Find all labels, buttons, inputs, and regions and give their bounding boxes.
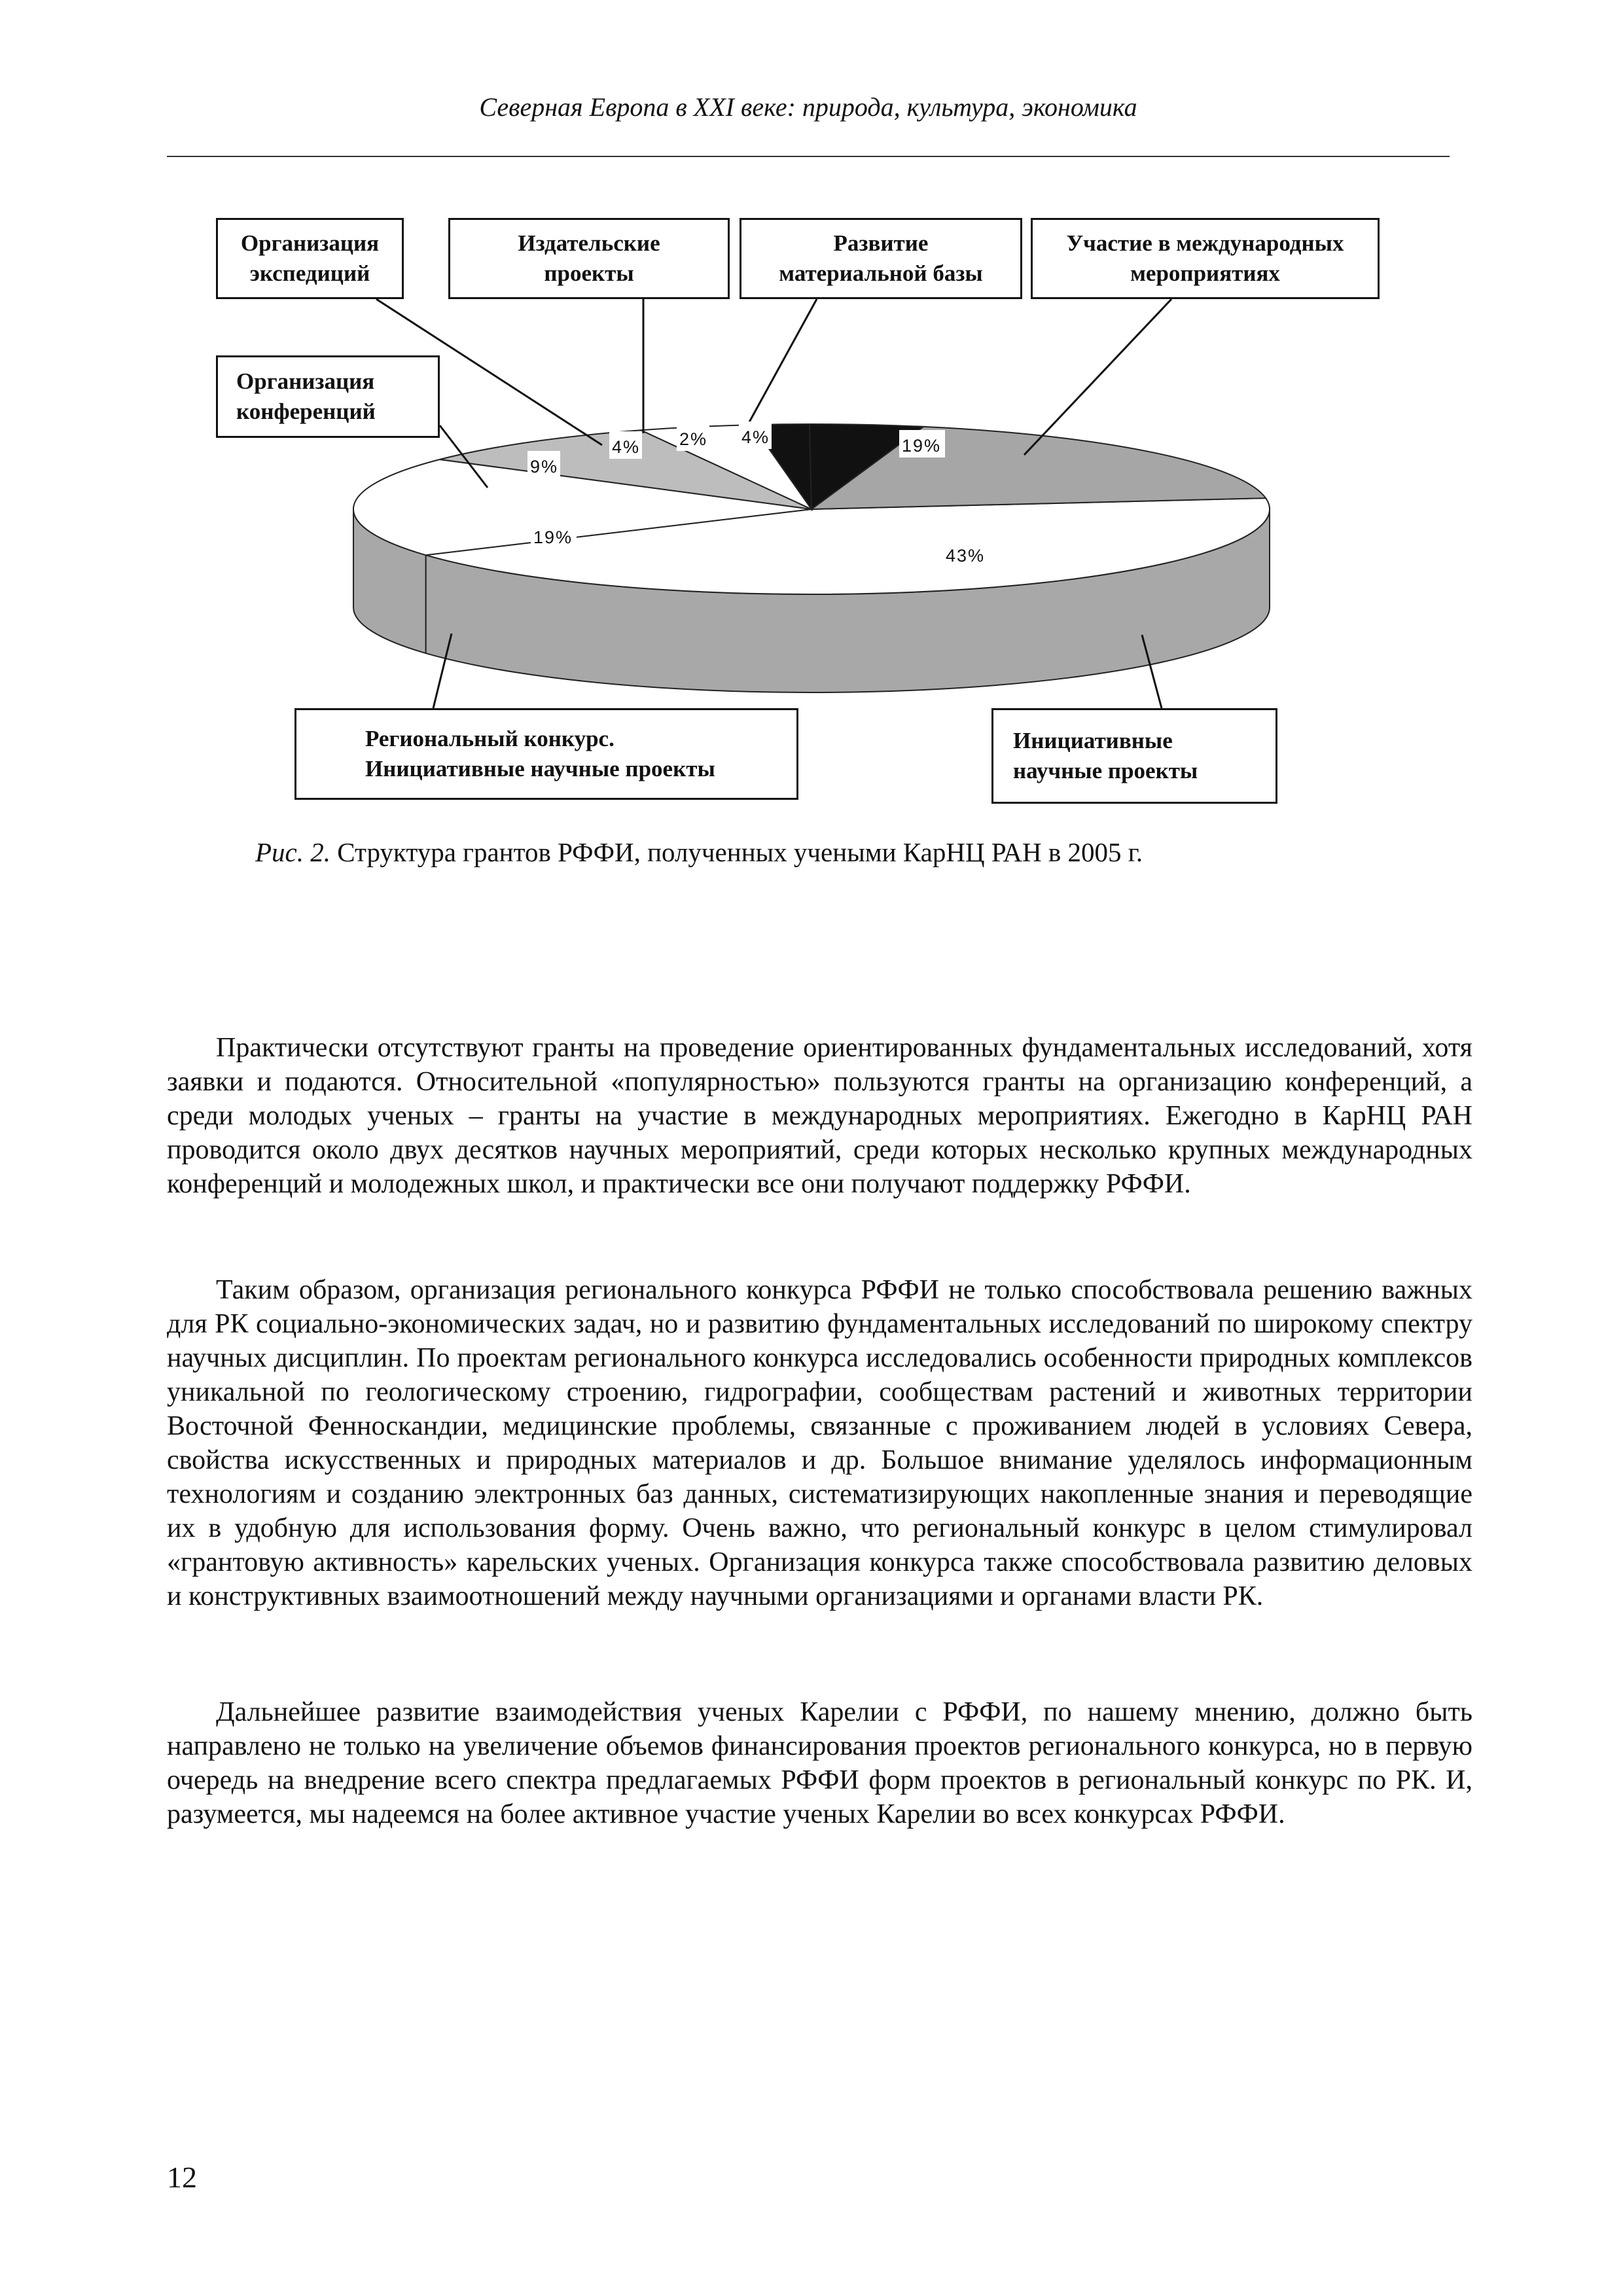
label-line: Региональный конкурс.	[365, 726, 615, 751]
label-line: Издательские	[518, 230, 660, 256]
percent-label: 9%	[530, 457, 559, 476]
label-line: Инициативные	[1013, 728, 1173, 753]
running-head: Северная Европа в XXI веке: природа, культура, экономика	[479, 92, 1137, 122]
percent-label: 43%	[946, 546, 986, 565]
label-box-initiative	[991, 708, 1277, 804]
page-number: 12	[167, 2161, 197, 2194]
label-box-regional	[294, 708, 798, 800]
caption-prefix: Рис. 2.	[255, 837, 330, 867]
paragraph-text: Таким образом, организация регионального конкурса РФФИ не только способствовала решению важных для РК социально-экономических задач, но и развитию фундаментальных исследований по широкому спектру научных дисциплин. По проектам регионального конкурса исследовались особенности природных комплексов уникальной по геологическому строению, гидрографии, сообществам растений и животных территории Восточной Фенноскандии, медицинские проблемы, связанные с проживанием людей в условиях Севера, свойства искусственных и природных материалов и др. Большое внимание уделялось информационным технологиям и созданию электронных баз данных, систематизирующих накопленные знания и переводящие их в удобную для использования форму. Очень важно, что региональный конкурс в целом стимулировал «грантовую активность» карельских ученых. Организация конкурса также способствовала развитию деловых и конструктивных взаимоотношений между научными организациями и органами власти РК.	[167, 1275, 1472, 1611]
label-line: Организация	[240, 230, 380, 256]
percent-label: 19%	[533, 528, 573, 547]
label-line: научные проекты	[1013, 758, 1198, 783]
label-line: проекты	[544, 260, 634, 286]
label-box-conferences	[216, 355, 440, 438]
label-line: Участие в международных	[1066, 230, 1344, 256]
paragraph-text: Практически отсутствуют гранты на проведение ориентированных фундаментальных исследований, хотя заявки и подаются. Относительной «популярностью» пользуются гранты на организацию конференций, а среди молодых ученых – гранты на участие в международных мероприятиях. Ежегодно в КарНЦ РАН проводится около двух десятков научных мероприятий, среди которых несколько крупных международных конференций и молодежных школ, и практически все они получают поддержку РФФИ.	[167, 1033, 1472, 1199]
percent-label: 4%	[741, 427, 770, 447]
label-box-international	[1031, 218, 1380, 299]
label-line: Организация	[236, 368, 375, 394]
header-rule	[167, 156, 1450, 157]
figure-caption	[255, 836, 1143, 868]
percent-label: 19%	[902, 436, 942, 456]
label-line: экспедиций	[249, 260, 370, 286]
label-line: Развитие	[833, 230, 929, 256]
pie-top-face	[353, 424, 1270, 594]
paragraph-text: Дальнейшее развитие взаимодействия ученых Карелии с РФФИ, по нашему мнению, должно быть направлено не только на увеличение объемов финансирования проектов регионального конкурса, но в первую очередь на внедрение всего спектра предлагаемых РФФИ форм проектов в региональный конкурс по РК. И, разумеется, мы надеемся на более активное участие ученых Карелии во всех конкурсах РФФИ.	[167, 1697, 1472, 1829]
label-line: мероприятиях	[1130, 260, 1280, 286]
body-paragraph-2	[167, 1273, 1472, 1613]
leader-line	[1024, 299, 1171, 455]
body-paragraph-3	[167, 1695, 1472, 1831]
label-line: материальной базы	[779, 260, 983, 286]
label-box-material-base	[740, 218, 1022, 299]
label-line: конференций	[236, 399, 376, 424]
percent-label: 4%	[612, 437, 641, 457]
label-box-publishing	[448, 218, 730, 299]
label-line: Инициативные научные проекты	[365, 756, 715, 781]
leader-line	[740, 299, 817, 440]
body-paragraph-1	[167, 1031, 1472, 1201]
percent-label: 2%	[679, 429, 708, 449]
caption-text: Структура грантов РФФИ, полученных учеными КарНЦ РАН в 2005 г.	[330, 837, 1143, 867]
label-box-expeditions	[216, 218, 404, 299]
